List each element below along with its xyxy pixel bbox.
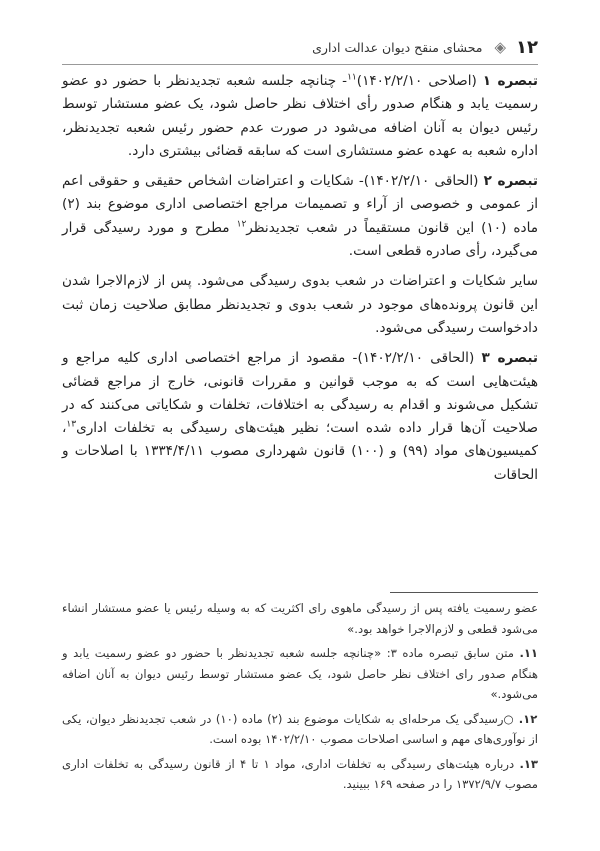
footnote-ref-12[interactable]: ۱۲ (236, 219, 247, 230)
note-1-date: (اصلاحی ۱۴۰۲/۲/۱۰) (356, 73, 483, 89)
note-2 (62, 170, 538, 263)
note-2-text-a: (الحاقی ۱۴۰۲/۲/۱۰)- شکایات و اعتراضات اشخاص حقیقی و حقوقی اعم از عمومی و خصوصی از آراء و تصمیمات مراجع اختصاصی اداری موضوع بند (۲) ماده (۱۰) این قانون مستقیماً در شعب تجدیدنظر (62, 173, 538, 236)
note-3-text-a: (الحاقی ۱۴۰۲/۲/۱۰)- مقصود از مراجع اختصاصی اداری کلیه مراجع و هیئت‌هایی است که به موجب قوانین و مقررات قانونی، خارج از مراجع قضائی تشکیل می‌شوند و اقدام به رسیدگی به اختلافات، تخلفات و شکایاتی می‌کنند که در صلاحیت آن‌ها قرار داده شده است؛ نظیر هیئت‌های رسیدگی به تخلفات اداری (62, 350, 538, 437)
footnote-11-number: ۱۱. (519, 646, 538, 660)
footnote-13-number: ۱۳. (519, 756, 538, 771)
note-2-label: تبصره ۲ (483, 173, 538, 190)
circle-marker-icon: ○ (503, 711, 515, 726)
running-title: محشای منقح دیوان عدالت اداری (312, 39, 483, 55)
paragraph-3: سایر شکایات و اعتراضات در شعب بدوی رسیدگی می‌شود. پس از لازم‌الاجرا شدن این قانون پرونده‌های موجود در شعب بدوی و تجدیدنظر مطابق صلاحیت زمان ثبت دادخواست رسیدگی می‌شود. (62, 273, 538, 336)
note-1-text: - چنانچه جلسه شعبه تجدیدنظر با حضور دو عضو رسمیت یابد و هنگام صدور رأی اختلاف نظر حاصل شود، یک عضو مستشار توسط رئیس دیوان به آنان اضافه می‌شود در صورت عدم حضور رئیس شعبه تجدیدنظر، اداره شعبه به عهده عضو مستشاری است که سابقه قضائی بیشتری دارد. (62, 73, 538, 159)
footnote-13-text: درباره هیئت‌های رسیدگی به تخلفات اداری، مواد ۱ تا ۴ از قانون رسیدگی به تخلفات اداری مصوب ۱۳۷۲/۹/۷ را در صفحه ۱۶۹ ببینید. (62, 756, 538, 791)
footnote-13 (62, 754, 538, 795)
note-3-label: تبصره ۳ (481, 350, 538, 367)
page-header (62, 30, 538, 65)
note-1-label: تبصره ۱ (482, 73, 538, 89)
note-3-text-b: ، کمیسیون‌های مواد (۹۹) و (۱۰۰) قانون شهرداری مصوب ۱۳۳۴/۴/۱۱ با اصلاحات و الحاقات (62, 420, 538, 483)
footnotes (62, 598, 538, 799)
note-3 (62, 347, 538, 487)
footnote-12 (62, 709, 538, 750)
main-text (62, 70, 538, 494)
note-2-text-b: مطرح و مورد رسیدگی قرار می‌گیرد، رأی صادره قطعی است. (62, 219, 538, 260)
footnote-ref-13[interactable]: ۱۳ (66, 419, 77, 430)
footnote-11-text: متن سابق تبصره ماده ۳: «چنانچه جلسه شعبه تجدیدنظر با حضور دو عضو رسمیت یابد و هنگام صدور رای اختلاف نظر حاصل شود، یک عضو مستشار توسط رئیس دیوان به آنان اضافه می‌شود.» (62, 646, 538, 701)
footnote-12-number: ۱۲. (518, 711, 538, 726)
diamond-ornament-icon: ◈ (494, 38, 507, 56)
page-number: ۱۲ (516, 36, 538, 58)
note-1 (62, 70, 538, 163)
footnote-ref-11[interactable]: ۱۱ (347, 72, 357, 83)
footnote-11 (62, 643, 538, 705)
footnote-divider (390, 592, 538, 593)
footnote-continued: عضو رسمیت یافته پس از رسیدگی ماهوی رای اکثریت که به وسیله رئیس یا عضو مستشار انشاء می‌شود قطعی و لازم‌الاجرا خواهد بود.» (62, 601, 538, 636)
footnote-12-text: رسیدگی یک مرحله‌ای به شکایات موضوع بند (۲) ماده (۱۰) در شعب تجدیدنظر دیوان، یکی از نوآوری‌های مهم و اساسی اصلاحات مصوب ۱۴۰۲/۲/۱۰ بوده است. (62, 711, 538, 746)
